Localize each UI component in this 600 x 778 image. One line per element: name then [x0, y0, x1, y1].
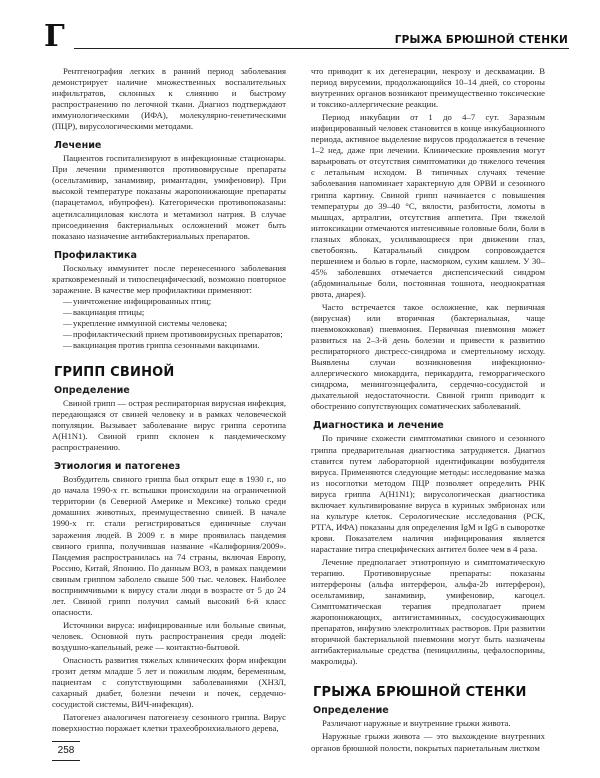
- definition-heading: Определение: [54, 385, 130, 397]
- left-column: [52, 66, 286, 734]
- running-head: ГРЫЖА БРЮШНОЙ СТЕНКИ: [394, 34, 568, 46]
- page-number: 258: [57, 745, 75, 756]
- prevention-list: [52, 296, 286, 351]
- folio-rule-bottom: [52, 760, 80, 761]
- list-item: — вакцинация против гриппа сезонными вакцинами.: [63, 340, 286, 351]
- diagnostics-heading: Диагностика и лечение: [313, 420, 444, 432]
- header-rule: [74, 48, 569, 49]
- list-item: — уничтожение инфицированных птиц;: [63, 296, 286, 307]
- folio-rule-top: [52, 741, 80, 742]
- hernia-definition-paragraph: Различают наружные и внутренние грыжи живота.: [322, 718, 511, 729]
- etiology-heading: Этиология и патогенез: [54, 461, 181, 473]
- right-column: [311, 66, 545, 754]
- article-title-hernia: ГРЫЖА БРЮШНОЙ СТЕНКИ: [313, 685, 527, 701]
- treatment-paragraph: Пациентов госпитализируют в инфекционные стационары. При лечении применяются противовирусные препараты (осельтамивир, занамивир, римантадин, умифеновир). При высокой температуре показаны жаропонижающие препараты (парацетамол, ибупрофен). Категорически противопоказаны: ацетилсалициловая кислота и метамизол натрия. В случае присоединения бактериальных осложнений может быть показано назначение антибактериальных препаратов.: [52, 153, 286, 241]
- etiology-paragraph: Источники вируса: инфицированные или больные свиньи, человек. Основной путь распространения среди людей: воздушно-капельный, реже — контактно-бытовой.: [52, 619, 286, 652]
- diagnostics-paragraph: По причине схожести симптоматики свиного и сезонного гриппа предварительная диагностика затрудняется. Диагноз ставится путем лабораторной идентификации возбудителя вируса. Применяются следующие методы: исследование мазка из носоглотки методом ПЦР позволяет определить РНК вируса гриппа A(H1N1); вирусологическая диагностика включает культивирование вируса в куриных эмбрионах или на культуре клеток. Серологические исследования (РСК, РТГА, ИФА) показаны для определения IgM и IgG в сыворотке крови. Показателем наличия инфицирования является нарастание титра специфических антител более чем в 4 раза.: [311, 433, 545, 554]
- etiology-paragraph: Патогенез аналогичен патогенезу сезонного гриппа. Вирус поверхностно поражает клетки трахеобронхиального дерева,: [52, 712, 286, 734]
- intro-paragraph: Рентгенография легких в ранний период заболевания демонстрирует наличие множественных воспалительных инфильтратов, склонных к слиянию и быстрому распространению по легочной ткани. Диагноз подтверждают иммунологическими (ИФА), молекулярно-генетическими (ПЦР), вирусологическими методами.: [52, 66, 286, 132]
- prevention-paragraph: Поскольку иммунитет после перенесенного заболевания кратковременный и типоспецифический, возможно повторное заражение. В качестве мер профилактики применяют:: [52, 262, 286, 295]
- section-letter: Г: [44, 19, 65, 54]
- treatment-heading: Лечение: [54, 140, 102, 152]
- definition-paragraph: Свиной грипп — острая респираторная вирусная инфекция, передающаяся от свиней человеку и в рамках человеческой популяции. Вызывает заболевание вирус гриппа серотипа A(H1N1). Свиной грипп склонен к пандемическому распространению.: [52, 398, 286, 453]
- etiology-paragraph: Опасность развития тяжелых клинических форм инфекции грозит детям младше 5 лет и пожилым людям, беременным, пациентам с сопутствующими заболеваниями (ХНЗЛ, сахарный диабет, болезни печени и почек, сердечно-сосудистой системы, ВИЧ-инфекция).: [52, 655, 286, 710]
- complications-paragraph: Часто встречается такое осложнение, как первичная (вирусная) или вторичная (бактериальная, чаще пневмококковая) пневмония. Первичная пневмония может развиться на 2–3-й день болезни и привести к развитию респираторного дистресс-синдрома и смертельному исходу. Выявлены случаи возникновения инфекционно-аллергического миокардита, перикардита, геморрагического синдрома, менингоэнцефалита, сердечно-сосудистой и дыхательной недостаточности. Свиной грипп приводит к обострению сопутствующих соматических заболеваний.: [311, 301, 545, 412]
- list-item: — вакцинация птицы;: [63, 307, 286, 318]
- hernia-definition-heading: Определение: [313, 705, 389, 717]
- continuation-paragraph: что приводит к их дегенерации, некрозу и десквамации. В период вирусемии, продолжающийся 10–14 дней, со стороны внутренних органов возникают преимущественно токсические и токсико-аллергические реакции.: [311, 66, 545, 110]
- article-title-swine-flu: ГРИПП СВИНОЙ: [54, 365, 175, 381]
- etiology-paragraph: Возбудитель свиного гриппа был открыт еще в 1930 г., но до начала 1990-х гг. вспышки происходили на ограниченной территории (в Северной Америке и Мексике) только среди домашних животных, преимущественно свиней. В начале 1990-х гг. стали регистрироваться единичные случаи заражения людей. В 2009 г. в мире проявилась пандемия свиного гриппа, получившая название «Калифорния/2009». Пандемия распространилась на 74 страны, включая Европу, Россию, Китай, Японию. По данным ВОЗ, в рамках пандемии свиным гриппом заболело свыше 500 тыс. человек. Наиболее восприимчивыми к вирусу стали люди в возрасте от 5 до 24 лет. Свиной грипп получил самый высокий 6-й класс опасности.: [52, 474, 286, 617]
- prevention-heading: Профилактика: [54, 249, 138, 261]
- hernia-definition-paragraph: Наружные грыжи живота — это выхождение внутренних органов брюшной полости, покрытых париетальным листком: [311, 731, 545, 753]
- therapy-paragraph: Лечение предполагает этиотропную и симптоматическую терапию. Противовирусные препараты: показаны интерфероны (альфа интерферон, альфа-2b интерферон), осельтамивир, занамивир, умифеновир, кагоцел. Симптоматическая терапия предполагает прием жаропонижающих, антигистаминных, сосудосуживающих препаратов, инфузию электролитных растворов. При развитии вторичной бактериальной пневмонии могут быть назначены антибактериальные средства (пенициллины, цефалоспорины, макролиды).: [311, 556, 545, 667]
- list-item: — профилактический прием противовирусных препаратов;: [63, 329, 286, 340]
- incubation-paragraph: Период инкубации от 1 до 4–7 сут. Заразным инфицированный человек становится в конце инкубационного периода, активное выделение вирусов продолжается в течение 1–2 нед, даже при лечении. Клинические проявления могут варьировать от отсутствия симптоматики до тяжелого течения с летальным исходом. В типичных случаях течение заболевания напоминает характерную для ОРВИ и сезонного гриппа картину. Свиной грипп начинается с повышения температуры до 39–40 °С, вялости, разбитости, ломоты в мышцах, артралгии, отсутствия аппетита. При тяжелой интоксикации отмечаются интенсивные головные боли, боли в глазных яблоках, усиливающиеся при движении глаз, светобоязнь. Катаральный синдром сопровождается першением и болью в горле, насморком, сухим кашлем. У 30–45% заболевших отмечается диспепсический синдром (абдоминальные боли, постоянная тошнота, неоднократная рвота, диарея).: [311, 112, 545, 299]
- list-item: — укрепление иммунной системы человека;: [63, 318, 286, 329]
